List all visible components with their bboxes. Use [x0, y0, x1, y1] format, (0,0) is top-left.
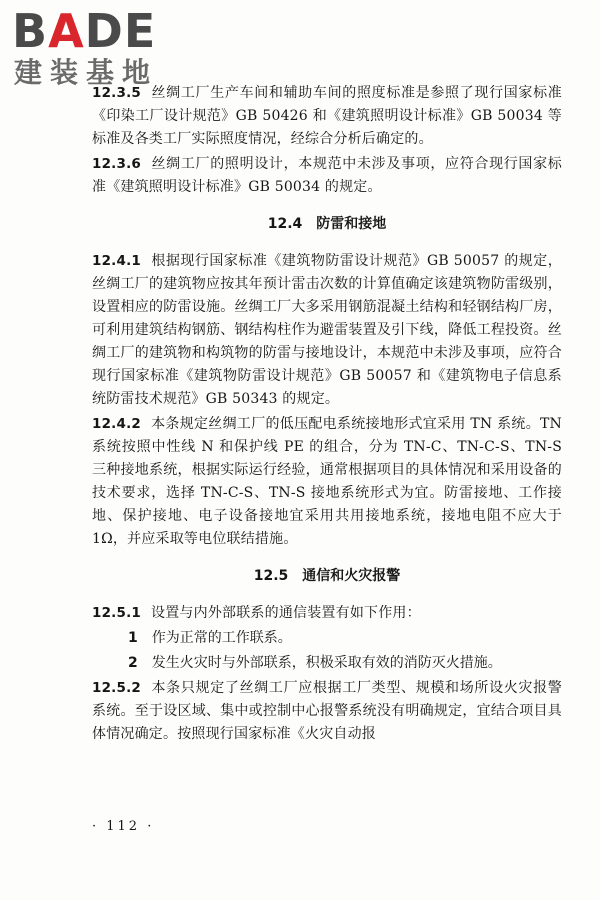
list-item-number: 2 — [128, 655, 138, 671]
clause-number: 12.3.6 — [92, 156, 142, 172]
list-item-text: 发生火灾时与外部联系，积极采取有效的消防灭火措施。 — [151, 655, 502, 671]
logo-letters-de: DE — [84, 4, 157, 58]
section-title: 通信和火灾报警 — [302, 568, 401, 584]
clause-text: 本条只规定了丝绸工厂应根据工厂类型、规模和场所设火灾报警系统。至于设区域、集中或控制中心报警系统没有明确规定，宜结合项目具体情况确定。按照现行国家标准《火灾自动报 — [92, 680, 562, 742]
logo-letter-a: A — [48, 4, 85, 58]
list-item — [92, 652, 562, 675]
section-heading — [92, 213, 562, 236]
section-title: 防雷和接地 — [316, 216, 387, 232]
clause-paragraph — [92, 413, 562, 551]
clause-number: 12.4.2 — [92, 416, 142, 432]
logo-letter-b: B — [12, 4, 49, 58]
clause-text: 本条规定丝绸工厂的低压配电系统接地形式宜采用 TN 系统。TN 系统按照中性线 N 和保护线 PE 的组合，分为 TN-C、TN-C-S、TN-S 三种接地系统，根据实际运行经验，通常根据项目的具体情况和采用设备的技术要求，选择 TN-C-S、TN-S 接地系统形式为宜。防雷接地、工作接地、保护接地、电子设备接地宜采用共用接地系统，接地电阻不应大于 1Ω，并应采取等电位联结措施。 — [92, 416, 562, 547]
document-body — [92, 82, 562, 748]
clause-paragraph — [92, 153, 562, 199]
clause-number: 12.3.5 — [92, 85, 142, 101]
page-number: · 112 · — [92, 819, 155, 834]
clause-number: 12.5.1 — [92, 605, 142, 621]
clause-text: 设置与内外部联系的通信装置有如下作用： — [151, 605, 421, 621]
clause-number: 12.5.2 — [92, 680, 142, 696]
list-item-number: 1 — [128, 630, 138, 646]
section-number: 12.4 — [267, 216, 303, 232]
clause-paragraph — [92, 82, 562, 151]
section-number: 12.5 — [253, 568, 289, 584]
clause-text: 丝绸工厂的照明设计，本规范中未涉及事项，应符合现行国家标准《建筑照明设计标准》GB 50034 的规定。 — [92, 156, 562, 195]
clause-paragraph — [92, 677, 562, 746]
clause-text: 丝绸工厂生产车间和辅助车间的照度标准是参照了现行国家标准《印染工厂设计规范》GB 50426 和《建筑照明设计标准》GB 50034 等标准及各类工厂实际照度情况，经综合分析后确定的。 — [92, 85, 562, 147]
logo-wordmark — [12, 6, 156, 56]
list-item — [92, 627, 562, 650]
clause-paragraph — [92, 250, 562, 411]
clause-paragraph — [92, 602, 562, 625]
section-heading — [92, 565, 562, 588]
clause-text: 根据现行国家标准《建筑物防雷设计规范》GB 50057 的规定，丝绸工厂的建筑物应按其年预计雷击次数的计算值确定该建筑物防雷级别，设置相应的防雷设施。丝绸工厂大多采用钢筋混凝土结构和轻钢结构厂房，可利用建筑结构钢筋、钢结构柱作为避雷装置及引下线，降低工程投资。丝绸工厂的建筑物和构筑物的防雷与接地设计，本规范中未涉及事项，应符合现行国家标准《建筑物防雷设计规范》GB 50057 和《建筑物电子信息系统防雷技术规范》GB 50343 的规定。 — [92, 253, 562, 407]
list-item-text: 作为正常的工作联系。 — [151, 630, 292, 646]
logo-subtitle: 建装基地 — [14, 56, 159, 89]
clause-number: 12.4.1 — [92, 253, 142, 269]
watermark-logo — [12, 6, 182, 94]
